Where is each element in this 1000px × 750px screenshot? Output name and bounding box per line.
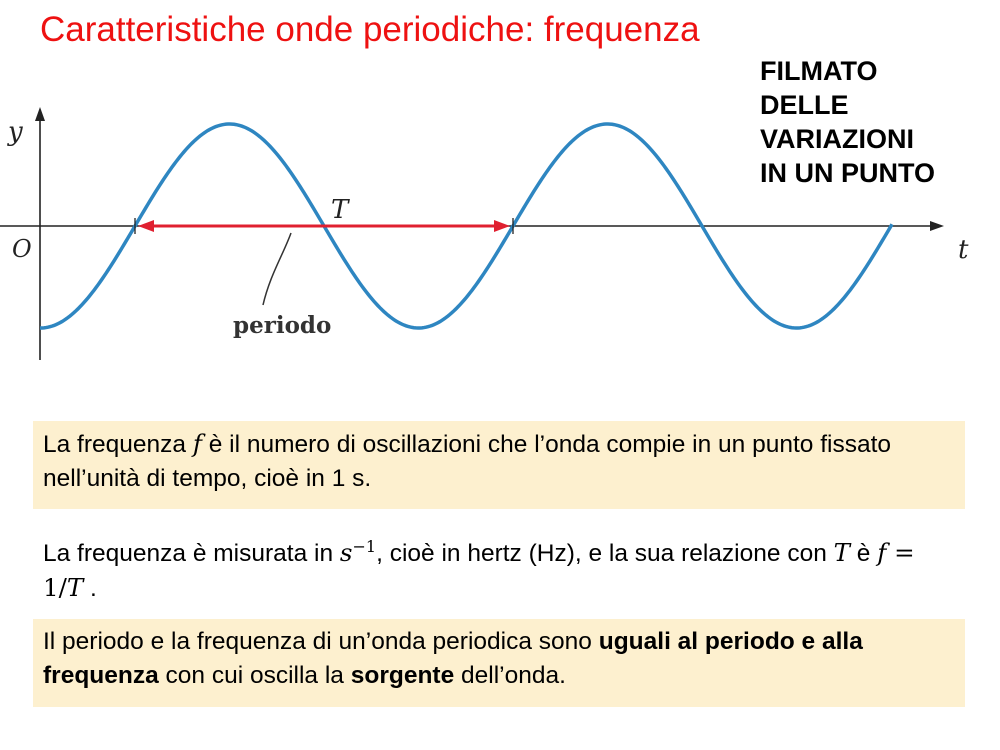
unit-text: . [83, 575, 97, 603]
note-text: dell’onda. [454, 662, 566, 689]
t-axis-arrowhead [930, 221, 944, 231]
y-axis-arrowhead [35, 107, 45, 121]
unit-box [33, 524, 965, 604]
definition-text: La frequenza [43, 431, 193, 458]
note-text: Il periodo e la frequenza di un’onda periodica sono [43, 628, 599, 655]
video-note-line: FILMATO [760, 56, 878, 86]
formula-f: f [877, 538, 887, 568]
origin-label: O [12, 235, 32, 263]
t-axis-label: t [958, 235, 969, 265]
period-arrowhead-left [138, 220, 154, 232]
note-text: con cui oscilla la [158, 662, 351, 689]
unit-text: è [849, 540, 878, 568]
period-symbol-inline: T [833, 538, 850, 568]
unit-text: , cioè in hertz (Hz), e la sua relazione con [376, 540, 834, 568]
frequency-symbol: f [192, 429, 202, 458]
definition-box [33, 421, 965, 509]
unit-exponent: −1 [352, 537, 377, 556]
note-box [33, 619, 965, 707]
period-symbol: T [331, 195, 349, 225]
period-arrowhead-right [494, 220, 510, 232]
formula-body: = 1/ [43, 538, 915, 603]
definition-text: è il numero di oscillazioni che l’onda compie in un punto fissato nell’unità di tempo, cioè in 1 s. [43, 431, 892, 492]
unit-text: La frequenza è misurata in [43, 540, 340, 568]
y-axis-label: y [8, 117, 23, 147]
formula-T: T [66, 573, 84, 603]
note-bold-text: sorgente [350, 662, 455, 689]
video-note-line: IN UN PUNTO [760, 158, 936, 188]
unit-base: s [339, 538, 353, 568]
period-caption: periodo [233, 312, 332, 339]
wave-diagram [0, 95, 1000, 375]
video-note-line: VARIAZIONI [760, 124, 914, 154]
slide-title: Caratteristiche onde periodiche: frequenza [40, 10, 700, 49]
period-leader-line [263, 233, 291, 305]
video-note-line: DELLE [760, 90, 849, 120]
note-bold-text: uguali al periodo e alla frequenza [43, 628, 863, 689]
